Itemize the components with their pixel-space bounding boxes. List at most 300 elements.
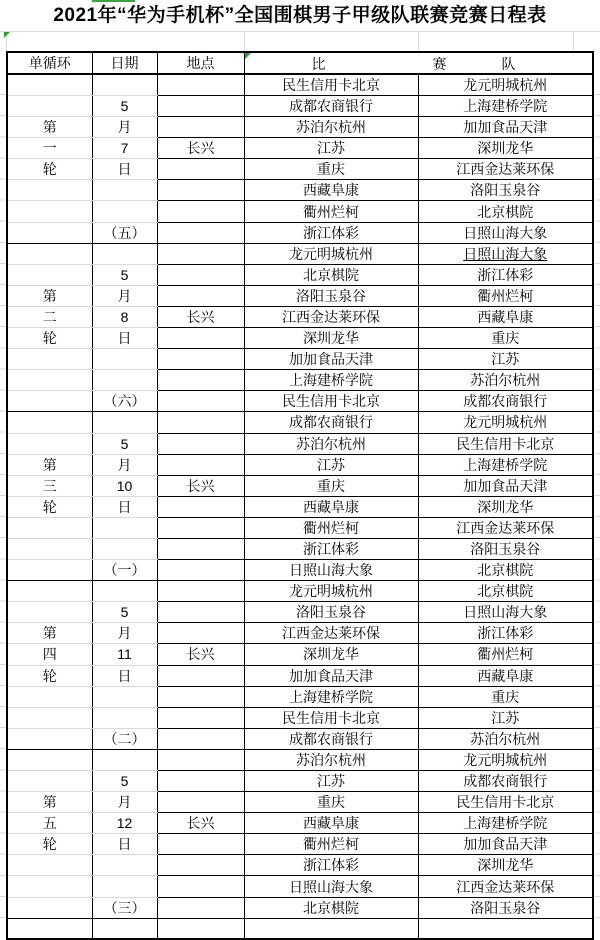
home-team-cell-text: 加加食品天津 xyxy=(289,351,373,368)
away-team-cell[interactable] xyxy=(418,306,593,327)
date-cell[interactable] xyxy=(92,707,157,728)
round-label-cell[interactable] xyxy=(7,285,92,306)
home-team-cell-text: 浙江体彩 xyxy=(303,541,359,558)
venue-cell[interactable] xyxy=(157,370,244,391)
match-row xyxy=(7,855,593,876)
match-header-char: 赛 xyxy=(432,56,447,72)
round-label-cell-text: 轮 xyxy=(42,330,57,347)
venue-cell[interactable] xyxy=(157,623,244,644)
home-team-cell-text: 民生信用卡北京 xyxy=(282,709,380,726)
date-cell-text: 5 xyxy=(120,98,129,115)
venue-cell[interactable] xyxy=(157,728,244,749)
away-team-cell[interactable] xyxy=(418,538,593,559)
home-team-cell[interactable] xyxy=(244,222,418,243)
venue-cell[interactable] xyxy=(157,454,244,475)
home-team-cell[interactable] xyxy=(244,306,418,327)
date-cell[interactable] xyxy=(92,749,157,770)
away-team-cell[interactable] xyxy=(418,328,593,349)
match-row xyxy=(7,412,593,433)
home-team-cell[interactable] xyxy=(244,855,418,876)
col-header-venue[interactable]: 地点 xyxy=(157,52,244,74)
match-row xyxy=(7,475,593,496)
home-team-cell[interactable] xyxy=(244,517,418,538)
home-team-cell[interactable] xyxy=(244,728,418,749)
date-cell[interactable] xyxy=(92,686,157,707)
venue-cell[interactable] xyxy=(157,644,244,665)
away-team-cell-text: 加加食品天津 xyxy=(463,119,548,136)
date-cell[interactable] xyxy=(92,264,157,285)
venue-cell[interactable] xyxy=(157,138,244,159)
round-label-cell[interactable] xyxy=(7,349,92,370)
round-label-cell[interactable] xyxy=(7,412,92,433)
round-label-cell[interactable] xyxy=(7,644,92,665)
round-label-cell[interactable] xyxy=(7,138,92,159)
round-label-cell[interactable] xyxy=(7,264,92,285)
away-team-cell[interactable] xyxy=(418,138,593,159)
round-label-cell[interactable] xyxy=(7,897,92,918)
round-label-cell[interactable] xyxy=(7,328,92,349)
venue-cell[interactable] xyxy=(157,349,244,370)
home-team-cell[interactable] xyxy=(244,813,418,834)
date-cell[interactable] xyxy=(92,96,157,117)
away-team-cell[interactable] xyxy=(418,728,593,749)
header-row xyxy=(7,52,593,74)
round-label-cell[interactable] xyxy=(7,74,92,96)
round-label-cell-text: 轮 xyxy=(42,498,57,515)
home-team-cell-text: 成都农商银行 xyxy=(289,98,373,115)
venue-cell[interactable] xyxy=(157,686,244,707)
match-row xyxy=(7,433,593,454)
home-team-cell[interactable] xyxy=(244,496,418,517)
match-row xyxy=(7,771,593,792)
away-team-cell-text: 日照山海大象 xyxy=(463,245,548,262)
home-team-cell-text: 龙元明城杭州 xyxy=(289,583,373,600)
venue-cell[interactable] xyxy=(157,813,244,834)
date-cell[interactable] xyxy=(92,138,157,159)
page-title: 2021年“华为手机杯”全国围棋男子甲级队联赛竞赛日程表 xyxy=(53,5,547,26)
round-label-cell[interactable] xyxy=(7,475,92,496)
match-row xyxy=(7,138,593,159)
venue-cell[interactable] xyxy=(157,496,244,517)
away-team-cell[interactable] xyxy=(418,602,593,623)
date-cell[interactable] xyxy=(92,475,157,496)
venue-cell[interactable] xyxy=(157,538,244,559)
away-team-cell[interactable] xyxy=(418,517,593,538)
home-team-cell[interactable] xyxy=(244,391,418,412)
gridline-vertical xyxy=(573,31,574,52)
round-label-cell[interactable] xyxy=(7,370,92,391)
venue-cell[interactable] xyxy=(157,74,244,96)
round-label-cell[interactable] xyxy=(7,117,92,138)
away-team-cell[interactable] xyxy=(418,876,593,897)
venue-cell[interactable] xyxy=(157,834,244,855)
round-label-cell[interactable] xyxy=(7,96,92,117)
venue-cell[interactable] xyxy=(157,475,244,496)
home-team-cell[interactable] xyxy=(244,285,418,306)
venue-cell[interactable] xyxy=(157,96,244,117)
date-cell-text: 12 xyxy=(116,815,133,832)
date-cell[interactable] xyxy=(92,180,157,201)
venue-cell[interactable] xyxy=(157,792,244,813)
col-header-round[interactable]: 单循环 xyxy=(7,52,92,74)
match-row xyxy=(7,517,593,538)
round-label-cell[interactable] xyxy=(7,306,92,327)
venue-cell[interactable] xyxy=(157,771,244,792)
match-row xyxy=(7,834,593,855)
date-cell[interactable] xyxy=(92,538,157,559)
home-team-cell[interactable] xyxy=(244,623,418,644)
away-team-cell-text: 衢州烂柯 xyxy=(477,287,534,304)
away-team-cell[interactable] xyxy=(418,834,593,855)
home-team-cell[interactable] xyxy=(244,834,418,855)
date-cell[interactable] xyxy=(92,306,157,327)
venue-cell[interactable] xyxy=(157,876,244,897)
venue-cell[interactable] xyxy=(157,517,244,538)
away-team-cell-text: 日照山海大象 xyxy=(463,224,548,241)
round-label-cell[interactable] xyxy=(7,517,92,538)
date-cell[interactable] xyxy=(92,665,157,686)
date-cell[interactable] xyxy=(92,855,157,876)
date-cell-text: 月 xyxy=(117,456,132,473)
venue-cell-text: 长兴 xyxy=(186,477,215,494)
venue-cell[interactable] xyxy=(157,560,244,581)
away-team-cell[interactable] xyxy=(418,243,593,264)
match-row xyxy=(7,222,593,243)
away-team-cell[interactable] xyxy=(418,623,593,644)
venue-cell[interactable] xyxy=(157,117,244,138)
gridline-vertical xyxy=(244,31,245,52)
date-cell-text: （二） xyxy=(103,730,146,747)
round-label-cell[interactable] xyxy=(7,665,92,686)
away-team-cell[interactable] xyxy=(418,581,593,602)
round-label-cell-text: 三 xyxy=(42,477,57,494)
round-label-cell[interactable] xyxy=(7,686,92,707)
match-row xyxy=(7,391,593,412)
venue-cell[interactable] xyxy=(157,201,244,222)
home-team-cell-text: 上海建桥学院 xyxy=(289,688,373,705)
date-cell[interactable] xyxy=(92,391,157,412)
round-label-cell[interactable] xyxy=(7,728,92,749)
venue-cell[interactable] xyxy=(157,412,244,433)
away-team-cell[interactable] xyxy=(418,370,593,391)
home-team-cell-text: 西藏阜康 xyxy=(303,498,359,515)
home-team-cell[interactable] xyxy=(244,370,418,391)
match-row xyxy=(7,349,593,370)
date-cell-text: 月 xyxy=(117,625,132,642)
home-team-cell[interactable] xyxy=(244,897,418,918)
away-team-cell[interactable] xyxy=(418,749,593,770)
home-team-cell[interactable] xyxy=(244,180,418,201)
round-label-cell[interactable] xyxy=(7,454,92,475)
venue-cell[interactable] xyxy=(157,243,244,264)
round-label-cell-text: 第 xyxy=(42,794,57,811)
match-row xyxy=(7,264,593,285)
home-team-cell[interactable] xyxy=(244,644,418,665)
venue-cell[interactable] xyxy=(157,855,244,876)
date-cell-text: 5 xyxy=(120,435,129,452)
venue-cell[interactable] xyxy=(157,285,244,306)
venue-cell[interactable] xyxy=(157,222,244,243)
home-team-cell[interactable] xyxy=(244,433,418,454)
round-label-cell[interactable] xyxy=(7,855,92,876)
home-team-cell[interactable] xyxy=(244,876,418,897)
round-label-cell[interactable] xyxy=(7,433,92,454)
away-team-cell-text: 成都农商银行 xyxy=(463,773,548,790)
date-cell[interactable] xyxy=(92,454,157,475)
venue-cell[interactable] xyxy=(157,918,244,939)
round-label-cell[interactable] xyxy=(7,560,92,581)
away-team-cell-text: 加加食品天津 xyxy=(463,836,548,853)
date-cell[interactable] xyxy=(92,602,157,623)
away-team-cell[interactable] xyxy=(418,454,593,475)
home-team-cell-text: 西藏阜康 xyxy=(303,182,359,199)
home-team-cell[interactable] xyxy=(244,349,418,370)
away-team-cell[interactable] xyxy=(418,897,593,918)
away-team-cell-text: 龙元明城杭州 xyxy=(463,77,548,93)
date-cell[interactable] xyxy=(92,117,157,138)
row-gridline-stubs-right xyxy=(595,74,600,922)
venue-cell[interactable] xyxy=(157,665,244,686)
away-team-cell[interactable] xyxy=(418,433,593,454)
home-team-cell[interactable] xyxy=(244,918,418,939)
round-label-cell[interactable] xyxy=(7,222,92,243)
home-team-cell[interactable] xyxy=(244,264,418,285)
gridline-horizontal xyxy=(0,31,600,32)
home-team-cell[interactable] xyxy=(244,749,418,770)
date-cell-text: （五） xyxy=(103,224,146,241)
round-label-cell[interactable] xyxy=(7,159,92,180)
away-team-cell-text: 成都农商银行 xyxy=(463,393,548,410)
round-label-cell-text: 五 xyxy=(42,815,57,832)
venue-cell[interactable] xyxy=(157,264,244,285)
home-team-cell[interactable] xyxy=(244,454,418,475)
col-header-match[interactable] xyxy=(244,52,593,74)
away-team-cell[interactable] xyxy=(418,707,593,728)
venue-cell[interactable] xyxy=(157,581,244,602)
home-team-cell[interactable] xyxy=(244,117,418,138)
round-label-cell-text: 四 xyxy=(42,646,57,663)
away-team-cell[interactable] xyxy=(418,644,593,665)
date-cell-text: 7 xyxy=(120,140,129,157)
date-cell[interactable] xyxy=(92,581,157,602)
away-team-cell[interactable] xyxy=(418,74,593,96)
away-team-cell-text: 北京棋院 xyxy=(477,203,534,220)
home-team-cell-text: 江苏 xyxy=(317,773,345,790)
home-team-cell[interactable] xyxy=(244,538,418,559)
home-team-cell[interactable] xyxy=(244,602,418,623)
match-row xyxy=(7,538,593,559)
round-label-cell[interactable] xyxy=(7,918,92,939)
date-cell[interactable] xyxy=(92,201,157,222)
venue-cell[interactable] xyxy=(157,602,244,623)
date-cell[interactable] xyxy=(92,834,157,855)
round-label-cell[interactable] xyxy=(7,749,92,770)
home-team-cell[interactable] xyxy=(244,581,418,602)
away-team-cell[interactable] xyxy=(418,391,593,412)
date-cell[interactable] xyxy=(92,876,157,897)
round-label-cell[interactable] xyxy=(7,391,92,412)
away-team-cell[interactable] xyxy=(418,159,593,180)
date-cell[interactable] xyxy=(92,644,157,665)
home-team-cell-text: 洛阳玉泉谷 xyxy=(296,604,366,621)
date-cell[interactable] xyxy=(92,159,157,180)
away-team-cell[interactable] xyxy=(418,96,593,117)
away-team-cell[interactable] xyxy=(418,792,593,813)
match-row xyxy=(7,665,593,686)
home-team-cell[interactable] xyxy=(244,74,418,96)
venue-cell[interactable] xyxy=(157,306,244,327)
round-label-cell[interactable] xyxy=(7,538,92,559)
away-team-cell[interactable] xyxy=(418,475,593,496)
away-team-cell[interactable] xyxy=(418,264,593,285)
match-row xyxy=(7,201,593,222)
away-team-cell-text: 西藏阜康 xyxy=(477,667,534,684)
away-team-cell-text: 上海建桥学院 xyxy=(463,815,548,832)
date-cell-text: 日 xyxy=(117,330,132,347)
round-label-cell[interactable] xyxy=(7,180,92,201)
match-row xyxy=(7,285,593,306)
home-team-cell[interactable] xyxy=(244,159,418,180)
home-team-cell[interactable] xyxy=(244,138,418,159)
date-cell[interactable] xyxy=(92,560,157,581)
match-row xyxy=(7,159,593,180)
away-team-cell-text: 苏泊尔杭州 xyxy=(470,730,541,747)
date-cell-text: 5 xyxy=(120,266,129,283)
venue-cell[interactable] xyxy=(157,897,244,918)
date-cell[interactable] xyxy=(92,792,157,813)
away-team-cell-text: 深圳龙华 xyxy=(477,498,534,515)
venue-cell[interactable] xyxy=(157,433,244,454)
home-team-cell-text: 成都农商银行 xyxy=(289,730,373,747)
date-cell[interactable] xyxy=(92,328,157,349)
home-team-cell[interactable] xyxy=(244,771,418,792)
match-row xyxy=(7,560,593,581)
date-cell-text: 5 xyxy=(120,773,129,790)
date-cell[interactable] xyxy=(92,74,157,96)
date-cell[interactable] xyxy=(92,349,157,370)
date-cell[interactable] xyxy=(92,433,157,454)
home-team-cell[interactable] xyxy=(244,243,418,264)
away-team-cell-text: 北京棋院 xyxy=(477,583,534,600)
date-cell[interactable] xyxy=(92,728,157,749)
home-team-cell[interactable] xyxy=(244,707,418,728)
date-cell[interactable] xyxy=(92,918,157,939)
home-team-cell[interactable] xyxy=(244,328,418,349)
round-label-cell[interactable] xyxy=(7,201,92,222)
away-team-cell[interactable] xyxy=(418,686,593,707)
home-team-cell[interactable] xyxy=(244,792,418,813)
date-cell[interactable] xyxy=(92,813,157,834)
venue-cell-text: 长兴 xyxy=(186,815,215,832)
away-team-cell[interactable] xyxy=(418,496,593,517)
round-label-cell[interactable] xyxy=(7,771,92,792)
date-cell[interactable] xyxy=(92,370,157,391)
date-cell[interactable] xyxy=(92,771,157,792)
home-team-cell-text: 民生信用卡北京 xyxy=(282,393,380,410)
away-team-cell[interactable] xyxy=(418,771,593,792)
away-team-cell-text: 日照山海大象 xyxy=(463,604,548,621)
round-label-cell-text: 轮 xyxy=(42,161,57,178)
round-label-cell[interactable] xyxy=(7,792,92,813)
home-team-cell-text: 北京棋院 xyxy=(303,266,359,283)
away-team-cell[interactable] xyxy=(418,285,593,306)
round-label-cell[interactable] xyxy=(7,813,92,834)
away-team-cell[interactable] xyxy=(418,117,593,138)
cell-error-indicator-icon xyxy=(245,53,251,59)
home-team-cell[interactable] xyxy=(244,201,418,222)
home-team-cell[interactable] xyxy=(244,686,418,707)
away-team-cell[interactable] xyxy=(418,855,593,876)
date-cell[interactable] xyxy=(92,496,157,517)
match-row xyxy=(7,897,593,918)
away-team-cell[interactable] xyxy=(418,222,593,243)
cell-error-indicator-icon xyxy=(4,32,10,38)
venue-cell[interactable] xyxy=(157,328,244,349)
away-team-cell-text: 衢州烂柯 xyxy=(477,646,534,663)
round-label-cell-text: 第 xyxy=(42,625,57,642)
away-team-cell[interactable] xyxy=(418,665,593,686)
date-cell[interactable] xyxy=(92,412,157,433)
col-header-date[interactable]: 日期 xyxy=(92,52,157,74)
round-label-cell[interactable] xyxy=(7,623,92,644)
round-label-cell[interactable] xyxy=(7,243,92,264)
home-team-cell-text: 日照山海大象 xyxy=(289,562,373,579)
away-team-cell-text: 江西金达莱环保 xyxy=(456,519,555,536)
date-cell[interactable] xyxy=(92,222,157,243)
away-team-cell[interactable] xyxy=(418,180,593,201)
home-team-cell[interactable] xyxy=(244,665,418,686)
away-team-cell[interactable] xyxy=(418,412,593,433)
away-team-cell[interactable] xyxy=(418,349,593,370)
round-label-cell[interactable] xyxy=(7,834,92,855)
home-team-cell[interactable] xyxy=(244,475,418,496)
home-team-cell-text: 衢州烂柯 xyxy=(303,519,359,536)
round-label-cell[interactable] xyxy=(7,602,92,623)
date-cell[interactable] xyxy=(92,897,157,918)
venue-cell-text: 长兴 xyxy=(186,646,215,663)
away-team-cell[interactable] xyxy=(418,813,593,834)
home-team-cell[interactable] xyxy=(244,96,418,117)
round-label-cell[interactable] xyxy=(7,876,92,897)
away-team-cell[interactable] xyxy=(418,201,593,222)
round-label-cell[interactable] xyxy=(7,496,92,517)
home-team-cell[interactable] xyxy=(244,560,418,581)
date-cell[interactable] xyxy=(92,285,157,306)
home-team-cell-text: 浙江体彩 xyxy=(303,224,359,241)
away-team-cell-text: 苏泊尔杭州 xyxy=(470,372,541,389)
date-cell-text: （三） xyxy=(103,899,146,916)
venue-cell[interactable] xyxy=(157,180,244,201)
date-cell-text: 日 xyxy=(117,161,132,178)
venue-cell[interactable] xyxy=(157,749,244,770)
date-cell[interactable] xyxy=(92,517,157,538)
away-team-cell-text: 浙江体彩 xyxy=(477,625,534,642)
date-cell[interactable] xyxy=(92,243,157,264)
away-team-cell[interactable] xyxy=(418,918,593,939)
round-label-cell[interactable] xyxy=(7,707,92,728)
home-team-cell-text: 重庆 xyxy=(317,161,345,178)
date-cell-text: 月 xyxy=(117,794,132,811)
date-cell[interactable] xyxy=(92,623,157,644)
venue-cell[interactable] xyxy=(157,707,244,728)
home-team-cell-text: 洛阳玉泉谷 xyxy=(296,287,366,304)
venue-cell[interactable] xyxy=(157,159,244,180)
away-team-cell[interactable] xyxy=(418,560,593,581)
home-team-cell[interactable] xyxy=(244,412,418,433)
round-label-cell[interactable] xyxy=(7,581,92,602)
home-team-cell-text: 江西金达莱环保 xyxy=(282,308,380,325)
venue-cell[interactable] xyxy=(157,391,244,412)
